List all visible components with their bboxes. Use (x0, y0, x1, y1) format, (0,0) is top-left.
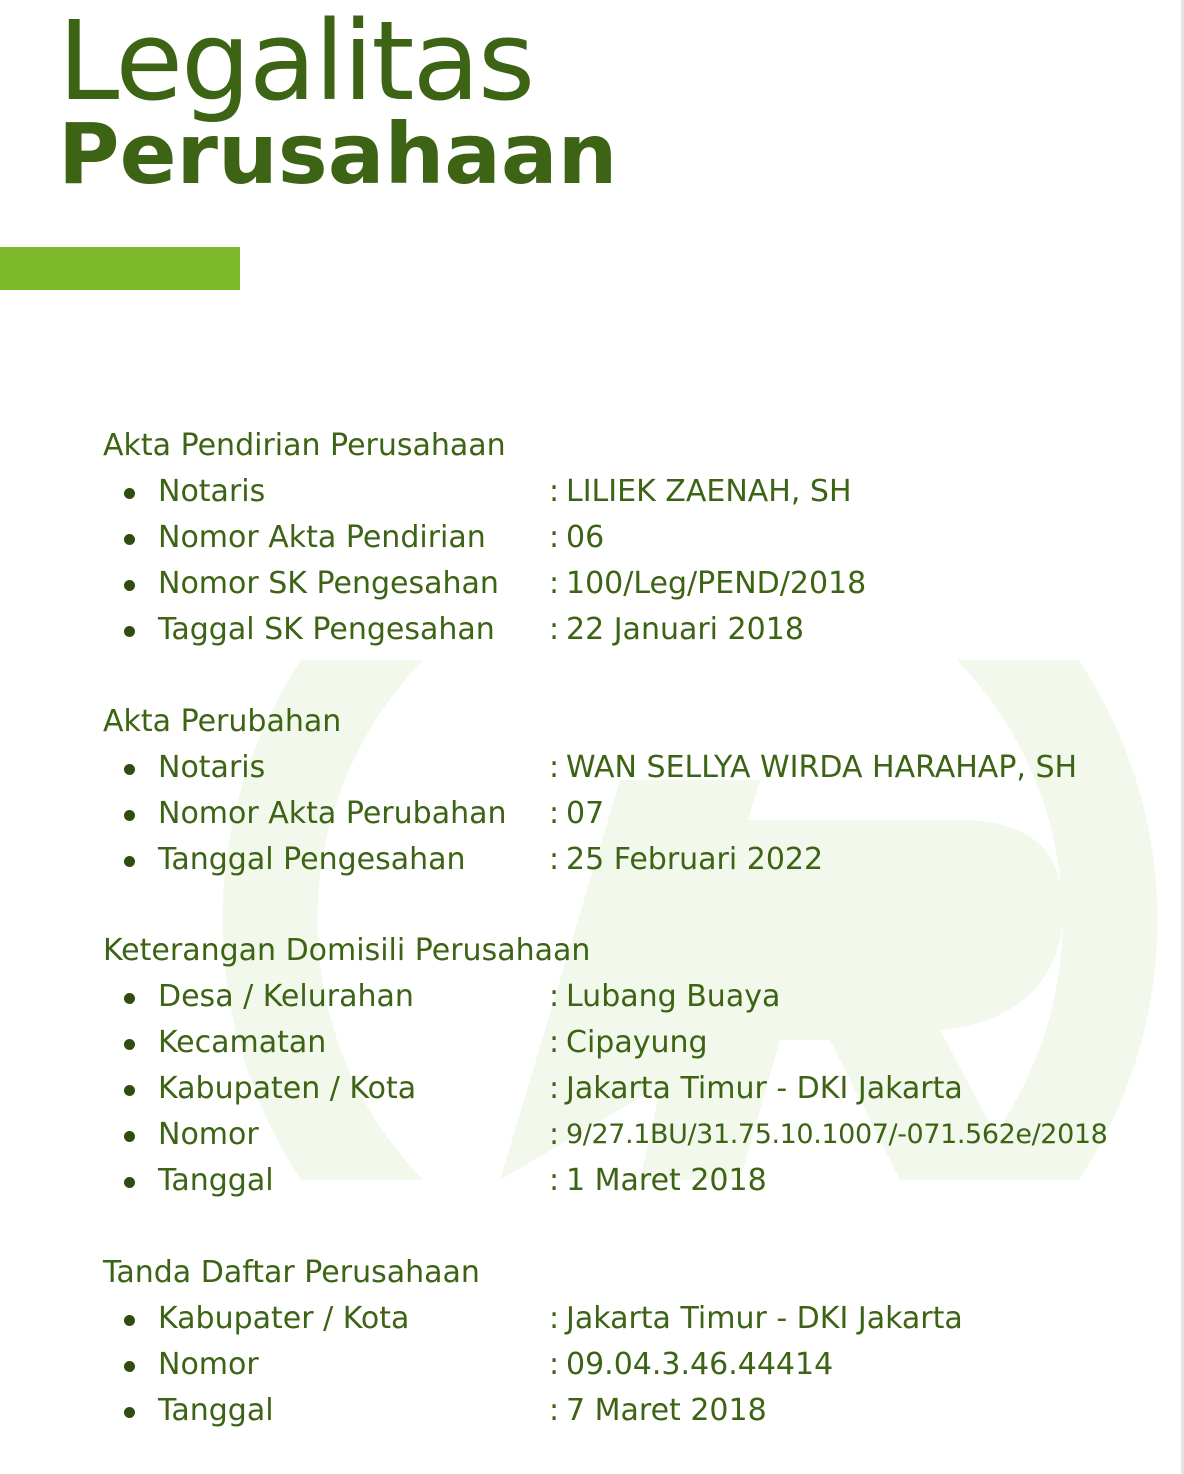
colon-separator: : (549, 842, 560, 877)
item-label: Nomor (158, 1347, 259, 1382)
item-label: Notaris (158, 474, 266, 509)
item-value: Jakarta Timur - DKI Jakarta (566, 1071, 963, 1106)
detail-list (103, 745, 1173, 883)
colon-separator: : (549, 1025, 560, 1060)
item-label: Notaris (158, 750, 266, 785)
section-title: Keterangan Domisili Perusahaan (103, 933, 591, 968)
list-item (103, 745, 1173, 791)
list-item (103, 607, 1173, 653)
colon-separator: : (549, 1071, 560, 1106)
colon-separator: : (549, 612, 560, 647)
list-item (103, 837, 1173, 883)
list-item (103, 1296, 1173, 1342)
section-title: Akta Perubahan (103, 704, 342, 739)
colon-separator: : (549, 1347, 560, 1382)
bullet-icon (124, 534, 135, 545)
bullet-icon (124, 993, 135, 1004)
item-value: LILIEK ZAENAH, SH (566, 474, 852, 509)
colon-separator: : (549, 1163, 560, 1198)
bullet-icon (124, 1177, 135, 1188)
list-item (103, 1020, 1173, 1066)
bullet-icon (124, 580, 135, 591)
item-label: Tanggal Pengesahan (158, 842, 466, 877)
section-akta-pendirian (103, 423, 1173, 653)
item-label: Nomor (158, 1117, 259, 1152)
colon-separator: : (549, 520, 560, 555)
item-value: Cipayung (566, 1025, 708, 1060)
colon-separator: : (549, 1117, 560, 1152)
bullet-icon (124, 1407, 135, 1418)
list-item (103, 1388, 1173, 1434)
item-value: 07 (566, 796, 605, 831)
bullet-icon (124, 764, 135, 775)
item-label: Taggal SK Pengesahan (158, 612, 495, 647)
bullet-icon (124, 626, 135, 637)
list-item (103, 1112, 1173, 1158)
bullet-icon (124, 1085, 135, 1096)
bullet-icon (124, 1315, 135, 1326)
item-value: Lubang Buaya (566, 979, 781, 1014)
item-label: Nomor SK Pengesahan (158, 566, 499, 601)
item-value: 06 (566, 520, 605, 555)
section-keterangan-domisili (103, 928, 1173, 1204)
list-item (103, 469, 1173, 515)
item-label: Kabupaten / Kota (158, 1071, 417, 1106)
colon-separator: : (549, 474, 560, 509)
colon-separator: : (549, 1393, 560, 1428)
list-item (103, 974, 1173, 1020)
colon-separator: : (549, 1301, 560, 1336)
page-title-line2: Perusahaan (58, 105, 618, 203)
bullet-icon (124, 856, 135, 867)
section-title: Akta Pendirian Perusahaan (103, 428, 506, 463)
detail-list (103, 974, 1173, 1204)
item-label: Tanggal (158, 1163, 274, 1198)
list-item (103, 1158, 1173, 1204)
item-label: Nomor Akta Perubahan (158, 796, 507, 831)
item-value: 1 Maret 2018 (566, 1163, 767, 1198)
item-value: 100/Leg/PEND/2018 (566, 566, 867, 601)
item-value: 09.04.3.46.44414 (566, 1347, 834, 1382)
item-value: 25 Februari 2022 (566, 842, 824, 877)
list-item (103, 791, 1173, 837)
list-item (103, 515, 1173, 561)
colon-separator: : (549, 750, 560, 785)
item-label: Kecamatan (158, 1025, 327, 1060)
detail-list (103, 1296, 1173, 1434)
list-item (103, 1066, 1173, 1112)
detail-list (103, 469, 1173, 653)
colon-separator: : (549, 796, 560, 831)
item-value: Jakarta Timur - DKI Jakarta (566, 1301, 963, 1336)
bullet-icon (124, 1361, 135, 1372)
section-akta-perubahan (103, 699, 1173, 883)
bullet-icon (124, 1039, 135, 1050)
bullet-icon (124, 810, 135, 821)
item-value: WAN SELLYA WIRDA HARAHAP, SH (566, 750, 1078, 785)
accent-bar (0, 247, 240, 290)
section-title: Tanda Daftar Perusahaan (103, 1255, 480, 1290)
list-item (103, 561, 1173, 607)
item-label: Tanggal (158, 1393, 274, 1428)
colon-separator: : (549, 566, 560, 601)
item-value: 7 Maret 2018 (566, 1393, 767, 1428)
bullet-icon (124, 1131, 135, 1142)
item-value: 22 Januari 2018 (566, 612, 804, 647)
colon-separator: : (549, 979, 560, 1014)
item-value: 9/27.1BU/31.75.10.1007/-071.562e/2018 (566, 1119, 1108, 1150)
section-tanda-daftar (103, 1250, 1173, 1434)
list-item (103, 1342, 1173, 1388)
item-label: Nomor Akta Pendirian (158, 520, 486, 555)
bullet-icon (124, 488, 135, 499)
item-label: Desa / Kelurahan (158, 979, 414, 1014)
page-title-line1: Legalitas (58, 0, 534, 125)
item-label: Kabupater / Kota (158, 1301, 410, 1336)
